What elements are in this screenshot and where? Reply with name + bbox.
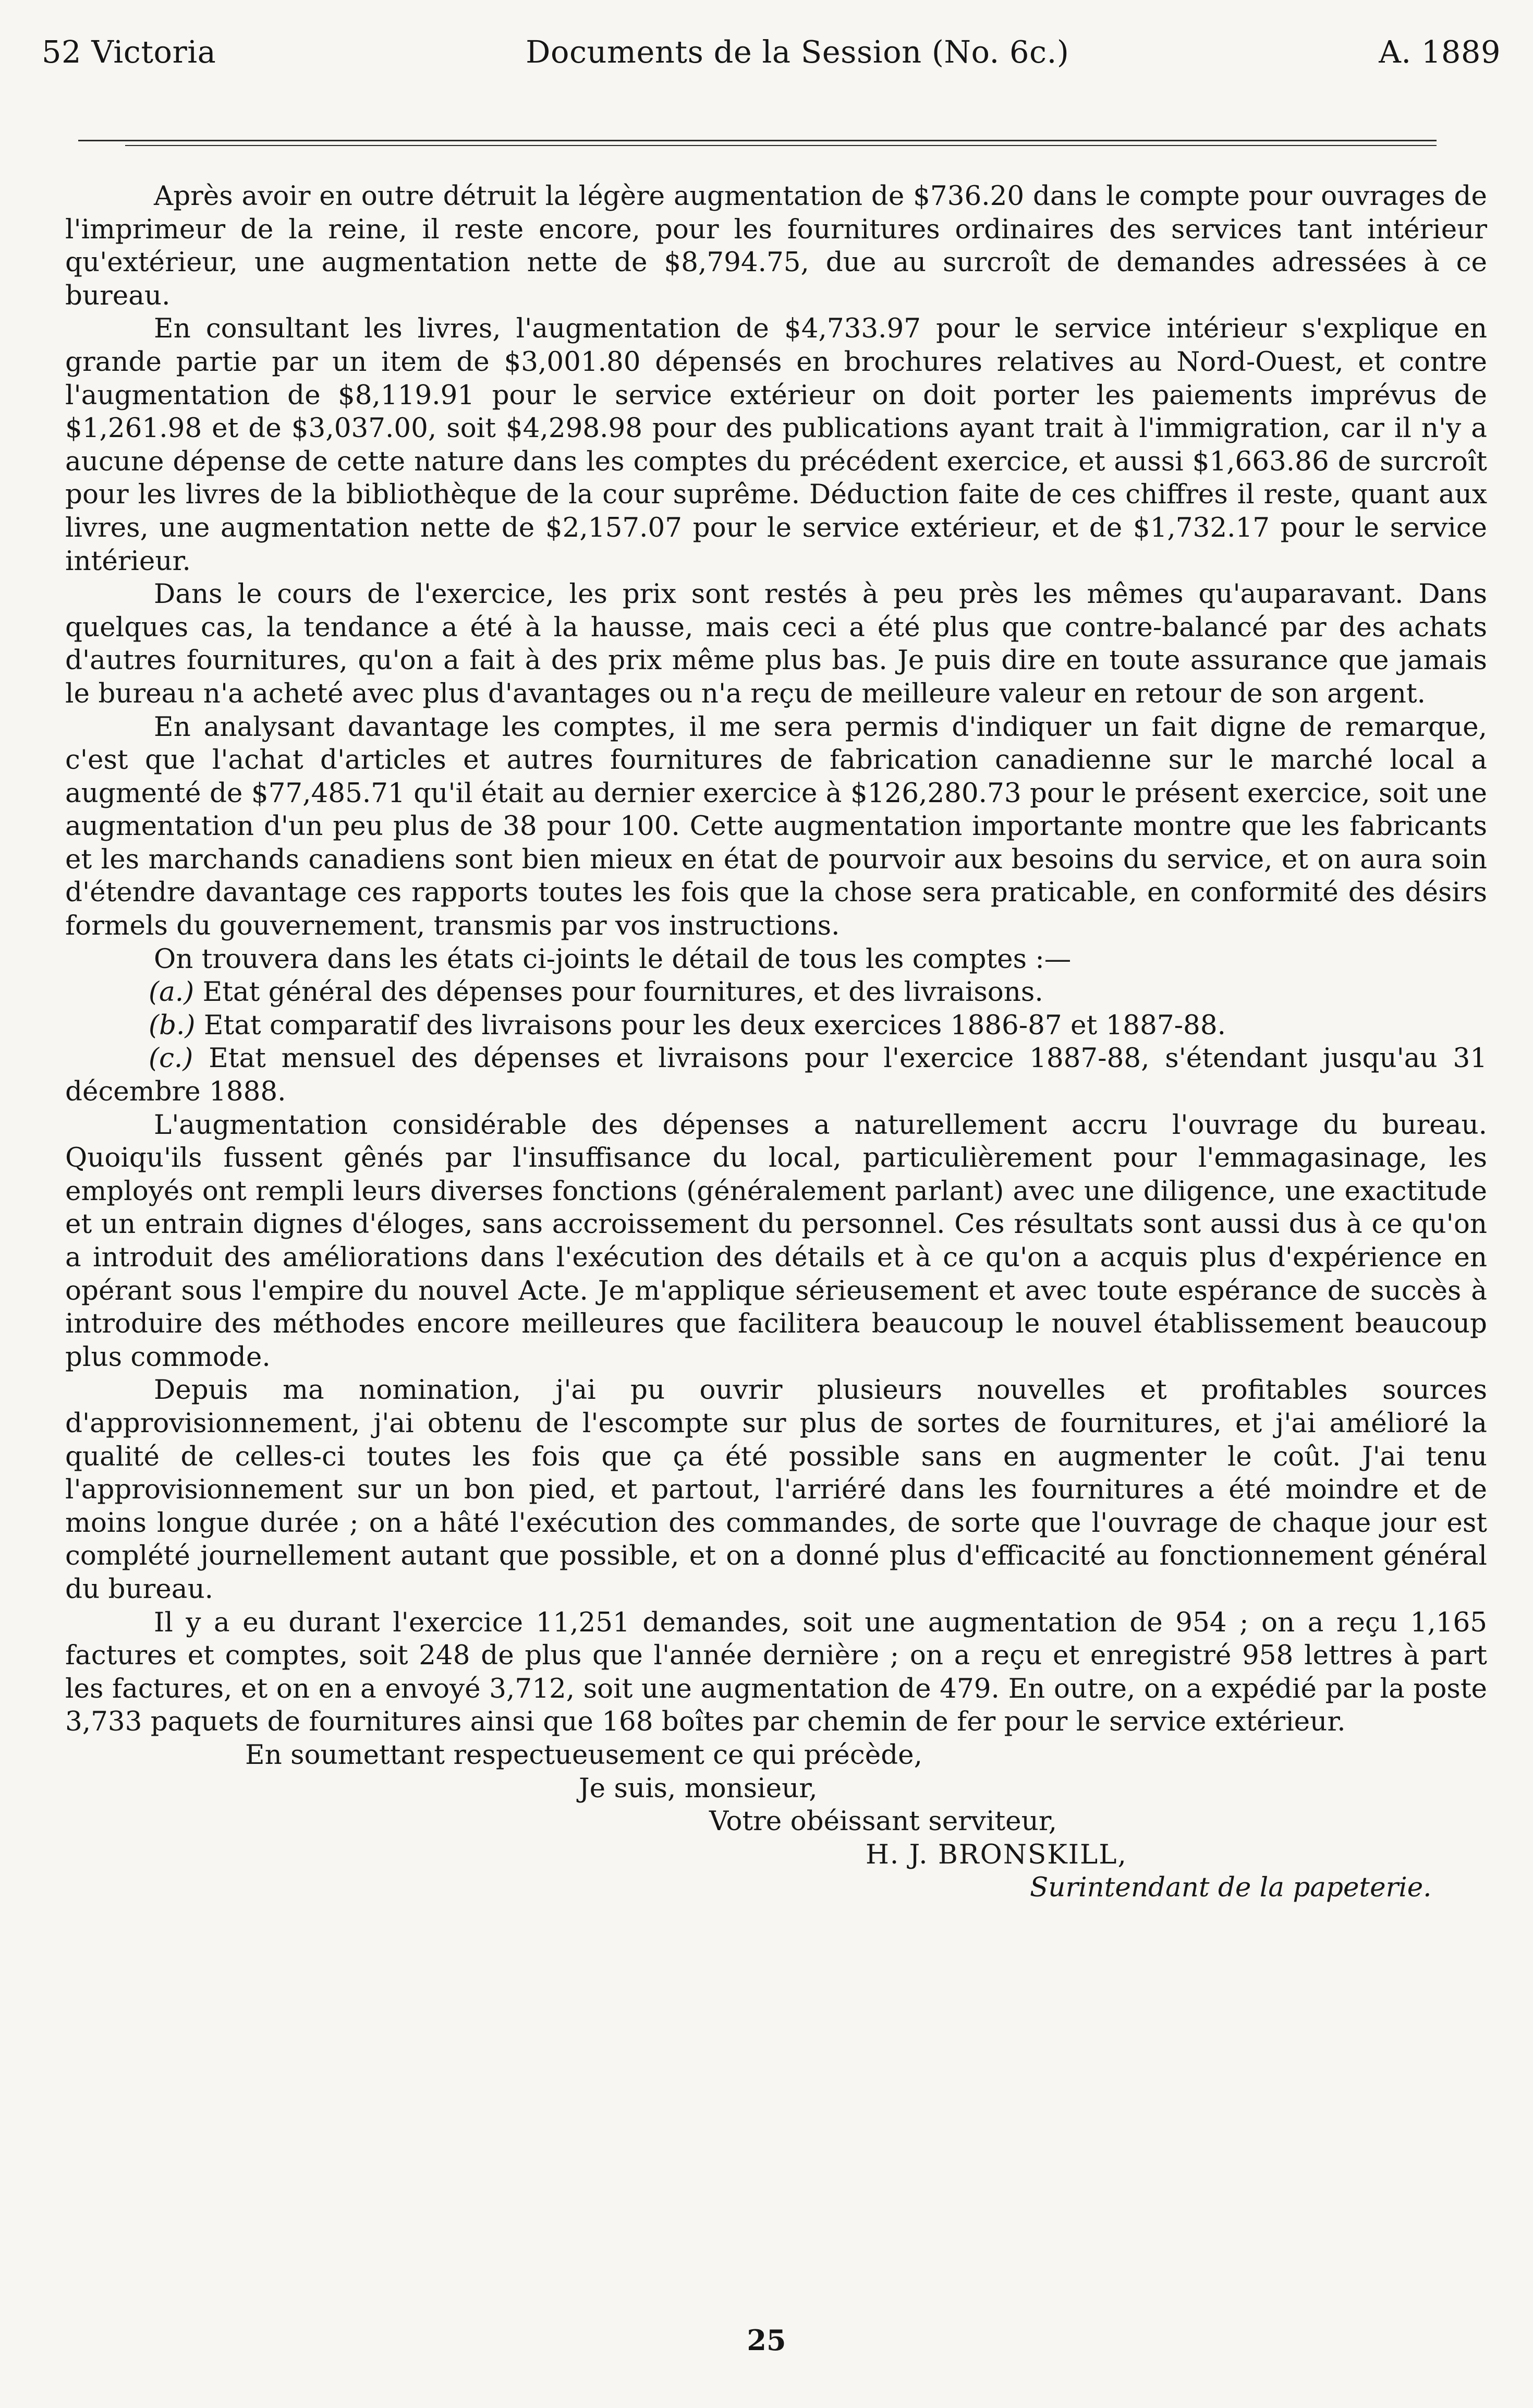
page-number: 25 <box>747 2324 786 2357</box>
closing-salutation: Je suis, monsieur, <box>579 1772 818 1804</box>
list-item-text: Etat comparatif des livraisons pour les deux exercices 1886-87 et 1887-88. <box>203 1009 1226 1041</box>
list-item-text: Etat mensuel des dépenses et livraisons pour l'exercice 1887-88, s'étendant jusqu'au 31 décembre 1888. <box>65 1043 1487 1108</box>
signature-title: Surintendant de la papeterie. <box>1030 1872 1432 1904</box>
header-left: 52 Victoria <box>42 33 216 70</box>
list-item <box>65 1009 1487 1043</box>
paragraph: L'augmentation considérable des dépenses a naturellement accru l'ouvrage du bureau. Quoiqu'ils fussent gênés par l'insuffisance du local, particulièrement pour l'emmagasinage, les employés ont rempli leurs diverses fonctions (généralement parlant) avec une diligence, une exactitude et un entrain dignes d'éloges, sans accroissement du personnel. Ces résultats sont aussi dus à ce qu'on a introduit des améliorations dans l'exécution des détails et à ce qu'on a acquis plus d'expérience en opérant sous l'empire du nouvel Acte. Je m'applique sérieusement et avec toute espérance de succès à introduire des méthodes encore meilleures que facilitera beaucoup le nouvel établissement beaucoup plus commode. <box>65 1109 1487 1373</box>
list-item-label: (a.) <box>149 976 194 1008</box>
list-item-text: Etat général des dépenses pour fournitures, et des livraisons. <box>202 976 1043 1008</box>
paragraph: En consultant les livres, l'augmentation de $4,733.97 pour le service intérieur s'explique en grande partie par un item de $3,001.80 dépensés en brochures relatives au Nord-Ouest, et contre l'augmentation de $8,119.91 pour le service extérieur on doit porter les paiements imprévus de $1,261.98 et de $3,037.00, soit $4,298.98 pour des publications ayant trait à l'immigration, car il n'y a aucune dépense de cette nature dans les comptes du précédent exercice, et aussi $1,663.86 de surcroît pour les livres de la bibliothèque de la cour suprême. Déduction faite de ces chiffres il reste, quant aux livres, une augmentation nette de $2,157.07 pour le service extérieur, et de $1,732.17 pour le service intérieur. <box>65 313 1487 577</box>
header-right: A. 1889 <box>1379 33 1501 70</box>
paragraph: Dans le cours de l'exercice, les prix sont restés à peu près les mêmes qu'auparavant. Dans quelques cas, la tendance a été à la hausse, mais ceci a été plus que contre-balancé par des achats d'autres fournitures, qu'on a fait à des prix même plus bas. Je puis dire en toute assurance que jamais le bureau n'a acheté avec plus d'avantages ou n'a reçu de meilleure valeur en retour de son argent. <box>65 578 1487 709</box>
header-rule-thin <box>125 145 1437 146</box>
header-rule <box>78 140 1437 141</box>
paragraph: Il y a eu durant l'exercice 11,251 demandes, soit une augmentation de 954 ; on a reçu 1,165 factures et comptes, soit 248 de plus que l'année dernière ; on a reçu et enregistré 958 lettres à part les factures, et on en a envoyé 3,712, soit une augmentation de 479. En outre, on a expédié par la poste 3,733 paquets de fournitures ainsi que 168 boîtes par chemin de fer pour le service extérieur. <box>65 1606 1487 1738</box>
list-item <box>65 1042 1487 1108</box>
signature-name: H. J. BRONSKILL, <box>866 1838 1127 1870</box>
header-center: Documents de la Session (No. 6c.) <box>526 33 1069 70</box>
closing-servant: Votre obéissant serviteur, <box>709 1806 1057 1837</box>
closing-line: En soumettant respectueusement ce qui précède, <box>245 1739 923 1771</box>
running-header <box>42 7 1501 96</box>
document-body <box>65 180 1487 1905</box>
list-item <box>65 976 1487 1009</box>
paragraph: On trouvera dans les états ci-joints le détail de tous les comptes :— <box>154 943 1072 975</box>
paragraph: Après avoir en outre détruit la légère augmentation de $736.20 dans le compte pour ouvrages de l'imprimeur de la reine, il reste encore, pour les fournitures ordinaires des services tant intérieur qu'extérieur, une augmentation nette de $8,794.75, due au surcroît de demandes adressées à ce bureau. <box>65 180 1487 311</box>
list-item-label: (b.) <box>149 1009 196 1041</box>
list-item-label: (c.) <box>149 1043 193 1074</box>
paragraph: En analysant davantage les comptes, il me sera permis d'indiquer un fait digne de remarque, c'est que l'achat d'articles et autres fournitures de fabrication canadienne sur le marché local a augmenté de $77,485.71 qu'il était au dernier exercice à $126,280.73 pour le présent exercice, soit une augmentation d'un peu plus de 38 pour 100. Cette augmentation importante montre que les fabricants et les marchands canadiens sont bien mieux en état de pourvoir aux besoins du service, et on aura soin d'étendre davantage ces rapports toutes les fois que la chose sera praticable, en conformité des désirs formels du gouvernement, transmis par vos instructions. <box>65 711 1487 942</box>
paragraph: Depuis ma nomination, j'ai pu ouvrir plusieurs nouvelles et profitables sources d'approvisionnement, j'ai obtenu de l'escompte sur plus de sortes de fournitures, et j'ai amélioré la qualité de celles-ci toutes les fois que ça été possible sans en augmenter le coût. J'ai tenu l'approvisionnement sur un bon pied, et partout, l'arriéré dans les fournitures a été moindre et de moins longue durée ; on a hâté l'exécution des commandes, de sorte que l'ouvrage de chaque jour est complété journellement autant que possible, et on a donné plus d'efficacité au fonctionnement général du bureau. <box>65 1374 1487 1605</box>
